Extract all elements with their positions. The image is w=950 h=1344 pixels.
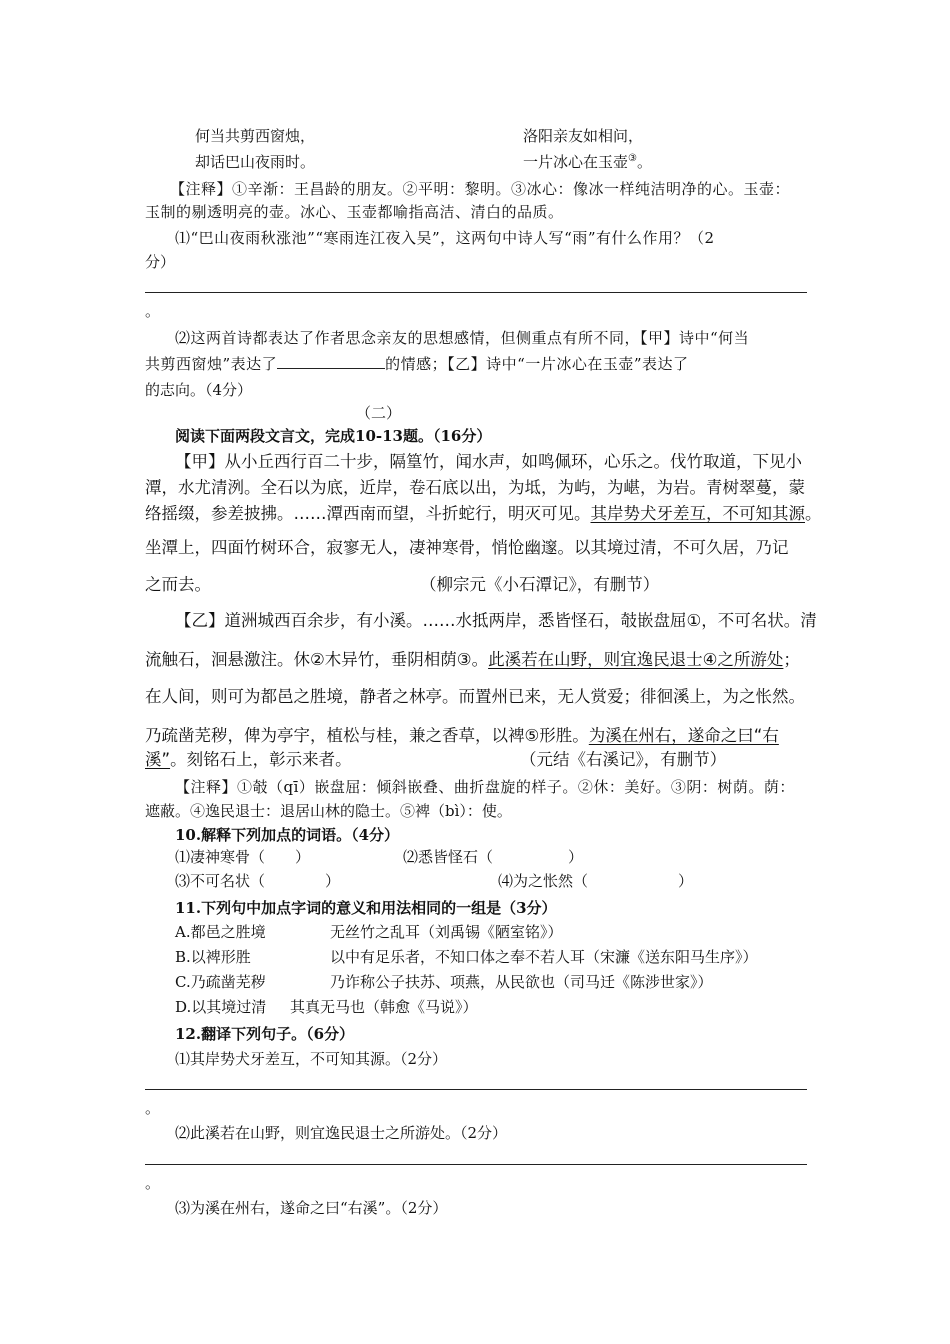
q12-part-2: ⑵此溪若在山野，则宜逸民退士之所游处。（2分） bbox=[175, 1124, 508, 1142]
q11-option-a-label: A.都邑之胜境 bbox=[175, 923, 266, 941]
poem-left-line-1: 何当共剪西窗烛， bbox=[195, 127, 316, 145]
q10-item-4: ⑷为之怅然（ ） bbox=[498, 872, 694, 890]
q11-option-d-text: 其真无马也（韩愈《马说》） bbox=[290, 998, 478, 1016]
passage-a-line-4: 坐潭上，四面竹树环合，寂寥无人，凄神寒骨，悄怆幽邃。以其境过清，不可久居，乃记 bbox=[145, 538, 789, 557]
q9-part1-line-2: 分） bbox=[145, 253, 176, 271]
passage-b-line-5: 溪”。刻铭石上，彰示来者。 bbox=[145, 750, 352, 769]
section-instruction: 阅读下面两段文言文，完成10-13题。（16分） bbox=[175, 427, 492, 445]
q9-part1-line-1: ⑴“巴山夜雨秋涨池”“寒雨连江夜入吴”，这两句中诗人写“雨”有什么作用？（2 bbox=[175, 229, 715, 247]
answer-line-q9-1[interactable] bbox=[145, 292, 807, 293]
answer-period: 。 bbox=[145, 302, 161, 320]
passage-a-line-3: 络摇缀，参差披拂。……潭西南而望，斗折蛇行，明灭可见。其岸势犬牙差互，不可知其源。 bbox=[145, 504, 822, 523]
q10-item-2: ⑵悉皆怪石（ ） bbox=[403, 848, 584, 866]
q11-option-c-text: 乃诈称公子扶苏、项燕，从民欲也（司马迁《陈涉世家》） bbox=[330, 973, 713, 991]
section-heading: （二） bbox=[356, 404, 402, 422]
q11-title: 11.下列句中加点字词的意义和用法相同的一组是（3分） bbox=[175, 899, 557, 917]
q11-option-a-text: 无丝竹之乱耳（刘禹锡《陋室铭》） bbox=[330, 923, 563, 941]
passage-b-line-3: 在人间，则可为都邑之胜境，静者之林亭。而置州已来，无人赏爱；徘徊溪上，为之怅然。 bbox=[145, 687, 805, 706]
poem-note-line-1: 【注释】①辛渐：王昌龄的朋友。②平明：黎明。③冰心：像冰一样纯洁明净的心。玉壶： bbox=[170, 180, 791, 198]
underlined-sentence: 其岸势犬牙差互，不可知其源 bbox=[590, 504, 805, 523]
poem-right-line-1: 洛阳亲友如相问， bbox=[523, 127, 644, 145]
passage-b-line-2: 流触石，洄悬激注。休②木异竹，垂阴相荫③。此溪若在山野，则宜逸民退士④之所游处； bbox=[145, 650, 800, 669]
poem-right-line-2: 一片冰心在玉壶③。 bbox=[523, 153, 652, 171]
passage-a-source: （柳宗元《小石潭记》，有删节） bbox=[420, 575, 660, 594]
passage-a-line-5: 之而去。 bbox=[145, 575, 211, 594]
q12-part-3: ⑶为溪在州右，遂命之曰“右溪”。（2分） bbox=[175, 1199, 448, 1217]
q11-option-b-label: B.以裨形胜 bbox=[175, 948, 251, 966]
q12-title: 12.翻译下列句子。（6分） bbox=[175, 1025, 355, 1043]
answer-period: 。 bbox=[145, 1099, 161, 1117]
answer-line-q12-1[interactable] bbox=[145, 1089, 807, 1090]
answer-period: 。 bbox=[145, 1174, 161, 1192]
q10-title: 10.解释下列加点的词语。（4分） bbox=[175, 826, 400, 844]
q12-part-1: ⑴其岸势犬牙差互，不可知其源。（2分） bbox=[175, 1050, 448, 1068]
underlined-sentence: 此溪若在山野，则宜逸民退士④之所游处 bbox=[488, 650, 784, 669]
q11-option-d-label: D.以其境过清 bbox=[175, 998, 267, 1016]
underlined-sentence: 为溪在州右，遂命之曰“右 bbox=[588, 726, 779, 745]
q9-part2-line-2: 共剪西窗烛”表达了 的情感；【乙】诗中“一片冰心在玉壶”表达了 bbox=[145, 355, 689, 373]
passage-note-line-2: 遮蔽。④逸民退士：退居山林的隐士。⑤裨（bì）：使。 bbox=[145, 802, 512, 820]
passage-a-line-2: 潭，水尤清洌。全石以为底，近岸，卷石底以出，为坻，为屿，为嵁，为岩。青树翠蔓，蒙 bbox=[145, 478, 805, 497]
q9-part2-line-1: ⑵这两首诗都表达了作者思念亲友的思想感情，但侧重点有所不同，【甲】诗中“何当 bbox=[175, 329, 750, 347]
passage-b-line-4: 乃疏凿芜秽，俾为亭宇，植松与桂，兼之香草，以裨⑤形胜。为溪在州右，遂命之曰“右 bbox=[145, 726, 779, 745]
passage-note-line-1: 【注释】①攲（qī）嵌盘屈：倾斜嵌叠、曲折盘旋的样子。②休：美好。③阴：树荫。荫： bbox=[175, 778, 795, 796]
q10-item-1: ⑴凄神寒骨（ ） bbox=[175, 848, 311, 866]
fill-blank[interactable] bbox=[277, 354, 385, 369]
q11-option-c-label: C.乃疏凿芜秽 bbox=[175, 973, 266, 991]
q10-item-3: ⑶不可名状（ ） bbox=[175, 872, 341, 890]
poem-left-line-2: 却话巴山夜雨时。 bbox=[195, 153, 316, 171]
answer-line-q12-2[interactable] bbox=[145, 1164, 807, 1165]
q11-option-b-text: 以中有足乐者，不知口体之奉不若人耳（宋濂《送东阳马生序》） bbox=[330, 948, 758, 966]
poem-note-line-2: 玉制的剔透明亮的壶。冰心、玉壶都喻指高洁、清白的品质。 bbox=[145, 203, 564, 221]
passage-a-line-1: 【甲】从小丘西行百二十步，隔篁竹，闻水声，如鸣佩环，心乐之。伐竹取道，下见小 bbox=[175, 452, 802, 471]
q9-part2-line-3: 的志向。（4分） bbox=[145, 381, 253, 399]
passage-b-line-1: 【乙】道洲城西百余步，有小溪。……水抵两岸，悉皆怪石，攲嵌盘屈①，不可名状。清 bbox=[175, 611, 817, 630]
passage-b-source: （元结《右溪记》，有删节） bbox=[520, 750, 727, 769]
